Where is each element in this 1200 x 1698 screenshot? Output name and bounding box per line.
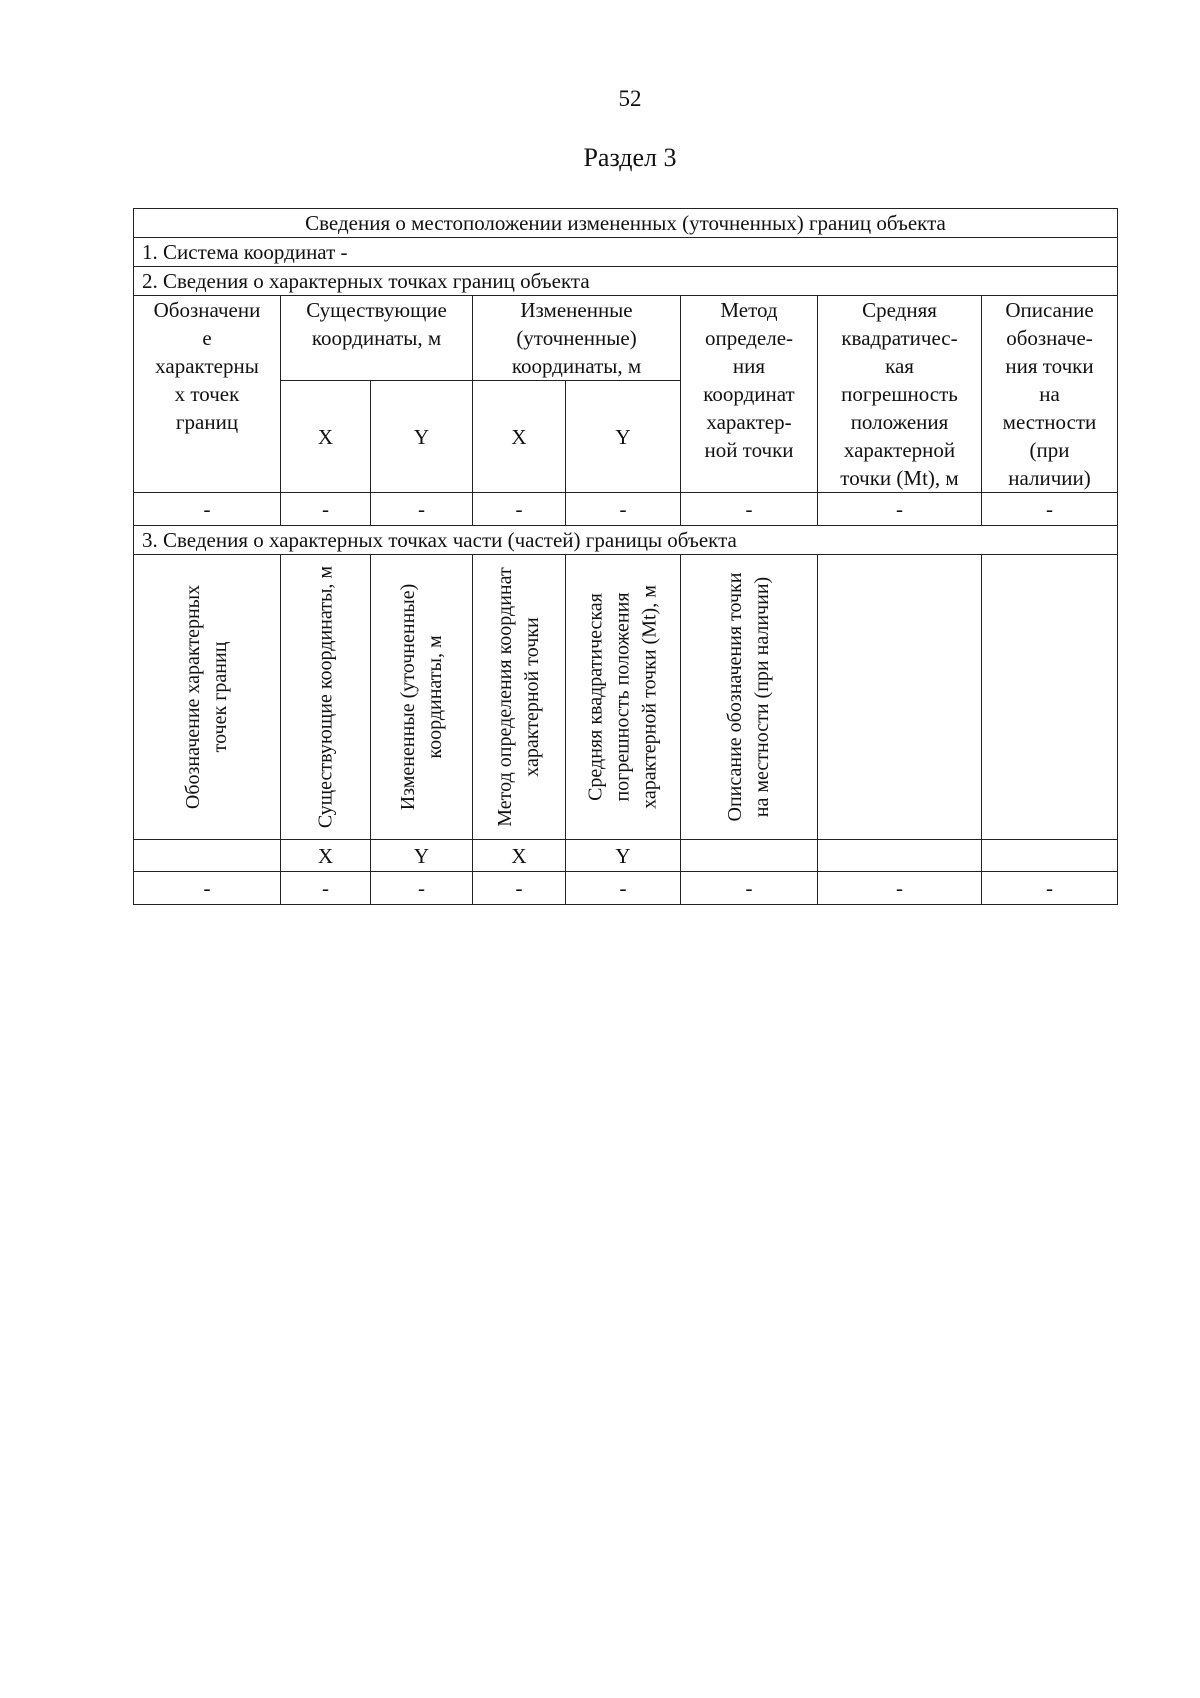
- table-cell: Y: [566, 840, 681, 872]
- table-title: Сведения о местоположении измененных (уточненных) границ объекта: [134, 209, 1118, 238]
- coordinate-system-row: 1. Система координат -: [134, 238, 1118, 267]
- table-cell: -: [473, 493, 566, 526]
- header-text: наличии): [1008, 466, 1091, 490]
- header-text: Средняя: [862, 298, 937, 322]
- table-cell: -: [982, 493, 1118, 526]
- table-cell: -: [818, 493, 982, 526]
- header-text: на: [1039, 382, 1060, 406]
- header-text: координаты, м: [311, 326, 442, 350]
- table-cell: -: [473, 872, 566, 905]
- header-text: погрешность: [841, 382, 958, 406]
- table-cell: -: [281, 493, 371, 526]
- rotated-header-existing: [281, 555, 371, 840]
- header-text: х точек: [174, 382, 240, 406]
- table-row: [134, 840, 1118, 872]
- header-y-changed: Y: [566, 381, 681, 493]
- boundary-table: [133, 208, 1118, 905]
- header-description: [982, 296, 1118, 493]
- empty-header-cell: [982, 555, 1118, 840]
- table-cell: -: [566, 872, 681, 905]
- header-text: е: [202, 326, 212, 350]
- header-text: Существующие: [306, 298, 447, 322]
- header-text: точки (Mt), м: [840, 466, 959, 490]
- section2-title: 2. Сведения о характерных точках границ объекта: [134, 267, 1118, 296]
- table-cell: -: [371, 493, 473, 526]
- header-text: ния точки: [1005, 354, 1094, 378]
- section-title: Раздел 3: [583, 143, 677, 172]
- table-cell: [982, 840, 1118, 872]
- header-text: характер-: [706, 410, 792, 434]
- rotated-header-text: Средняя квадратическая погрешность положения характерной точки (Mt), м: [584, 585, 661, 809]
- rotated-header-error: [566, 555, 681, 840]
- rotated-header-designation: [134, 555, 281, 840]
- table-cell: -: [281, 872, 371, 905]
- rotated-header-description: [681, 555, 818, 840]
- header-text: границ: [175, 410, 239, 434]
- rotated-header-text: Измененные (уточненные) координаты, м: [396, 583, 446, 811]
- page-number: 52: [618, 86, 642, 111]
- header-x-changed: X: [473, 381, 566, 493]
- table-cell: [681, 840, 818, 872]
- header-text: координат: [703, 382, 795, 406]
- header-text: Метод: [720, 298, 778, 322]
- header-y-existing: Y: [371, 381, 473, 493]
- header-text: кая: [885, 354, 914, 378]
- rotated-header-changed: [371, 555, 473, 840]
- header-existing: [281, 296, 473, 381]
- header-text: Измененные: [520, 298, 633, 322]
- table-cell: -: [681, 872, 818, 905]
- table-cell: -: [134, 493, 281, 526]
- table-cell: -: [818, 872, 982, 905]
- table-cell: Y: [371, 840, 473, 872]
- header-text: (при: [1029, 438, 1070, 462]
- header-text: Обозначени: [153, 298, 261, 322]
- table-cell: -: [681, 493, 818, 526]
- header-text: (уточненные): [516, 326, 637, 350]
- header-text: ной точки: [704, 438, 794, 462]
- rotated-header-method: [473, 555, 566, 840]
- rotated-header-text: Обозначение характерных точек границ: [182, 584, 231, 810]
- header-error: [818, 296, 982, 493]
- header-text: характерны: [155, 354, 259, 378]
- table-cell: [818, 840, 982, 872]
- empty-header-cell: [818, 555, 982, 840]
- table-cell: X: [281, 840, 371, 872]
- header-x-existing: X: [281, 381, 371, 493]
- table-cell: -: [134, 872, 281, 905]
- section3-title: 3. Сведения о характерных точках части (частей) границы объекта: [134, 526, 1118, 555]
- table-cell: X: [473, 840, 566, 872]
- table-cell: -: [371, 872, 473, 905]
- header-designation: [134, 296, 281, 493]
- table-row: [134, 493, 1118, 526]
- table-cell: -: [982, 872, 1118, 905]
- header-text: координаты, м: [511, 354, 642, 378]
- header-text: ния: [732, 354, 766, 378]
- rotated-header-text: Описание обозначения точки на местности (при наличии): [724, 572, 773, 822]
- header-method: [681, 296, 818, 493]
- table-cell: -: [566, 493, 681, 526]
- rotated-header-text: Существующие координаты, м: [314, 565, 336, 829]
- header-text: местности: [1002, 410, 1097, 434]
- header-text: квадратичес-: [841, 326, 958, 350]
- header-text: Описание: [1005, 298, 1094, 322]
- rotated-header-text: Метод определения координат характерной точки: [494, 567, 543, 827]
- table-cell: [134, 840, 281, 872]
- header-text: положения: [850, 410, 949, 434]
- table-row: [134, 872, 1118, 905]
- header-changed: [473, 296, 681, 381]
- header-text: характерной: [843, 438, 956, 462]
- header-text: определе-: [704, 326, 794, 350]
- header-text: обозначе-: [1006, 326, 1093, 350]
